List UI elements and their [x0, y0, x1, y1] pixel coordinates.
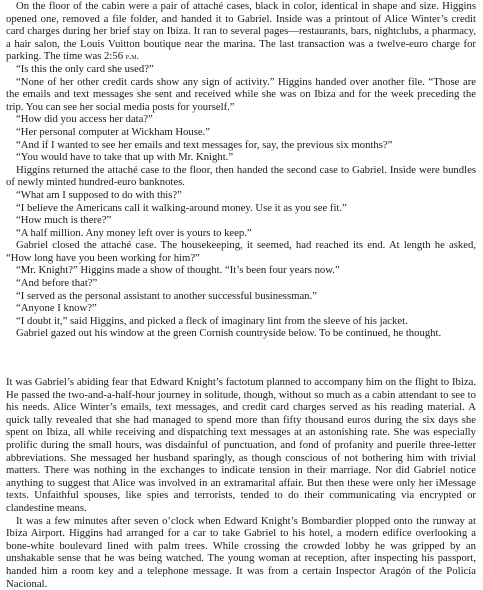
paragraph: “And if I wanted to see her emails and text messages for, say, the previous six months?” — [16, 138, 393, 151]
paragraph: “What am I supposed to do with this?” — [16, 188, 182, 201]
paragraph: Gabriel closed the attaché case. The housekeeping, it seemed, had reached its end. At length he asked, “How long have you been working for him?” — [6, 239, 476, 264]
time-suffix: p.m. — [125, 51, 139, 62]
section-break — [6, 340, 476, 376]
paragraph: “How did you access her data?” — [16, 113, 153, 126]
paragraph: “Mr. Knight?” Higgins made a show of thought. “It’s been four years now.” — [16, 264, 340, 277]
paragraph: “Anyone I know?” — [16, 302, 97, 315]
paragraph: Higgins returned the attaché case to the floor, then handed the second case to Gabriel. Inside were bundles of newly minted hundred-euro banknotes. — [6, 163, 476, 189]
paragraph: It was Gabriel’s abiding fear that Edward Knight’s factotum planned to accompany him on the flight to Ibiza. He passed the two-and-a-half-hour journey in solitude, though, without so much as a cabin attendant to see to his needs. Alice Winter’s emails, text messages, and credit card charges served as his reading material. A quick tally revealed that she had managed to spend more than fifty thousand euros during the six days she spent on Ibiza, all while receiving and dispatching text messages at an astonishing rate. She was especially prolific during the small hours, was disdainful of punctuation, and fond of profanity and puerile three-letter abbreviations. She messaged her husband sparingly, as though conscious of not bothering him with trivial matters. There was nothing in the exchanges to indicate tension in their marriage. Nor did Gabriel notice anything to suggest that Alice was involved in an extramarital affair. But then these were only her iMessage texts. Unfaithful spouses, like spies and terrorists, tended to do their communicating via encrypted or clandestine means. — [6, 376, 476, 514]
paragraph: Gabriel gazed out his window at the green Cornish countryside below. To be continued, he thought. — [16, 327, 442, 340]
text-section-1 — [6, 0, 476, 340]
paragraph: “Her personal computer at Wickham House.” — [16, 125, 211, 138]
paragraph-text: On the floor of the cabin were a pair of attaché cases, black in color, identical in shape and size. Higgins opened one, removed a file folder, and handed it to Gabriel. Inside was a printout of Alice Winter’s credit card charges during her brief stay on Ibiza. It ran to several pages—restaurants, bars, nightclubs, a pharmacy, a hair salon, the Louis Vuitton boutique near the marina. The last transaction was a twelve-euro charge for parking. The time was 2:56 p.m. — [6, 0, 476, 63]
paragraph: “I served as the personal assistant to another successful businessman.” — [16, 289, 317, 302]
paragraph: “Is this the only card she used?” — [16, 62, 154, 75]
paragraph: “A half million. Any money left over is yours to keep.” — [16, 226, 252, 239]
paragraph: “I believe the Americans call it walking-around money. Use it as you see fit.” — [16, 201, 347, 214]
paragraph: It was a few minutes after seven o’clock when Edward Knight’s Bombardier plopped onto the runway at Ibiza Airport. Higgins had arranged for a car to take Gabriel to his hotel, a modern edifice overlooking a bone-white boulevard lined with palm trees. While crossing the crowded lobby he was gripped by an unshakable sense that he was being watched. The young woman at reception, after inspecting his passport, handed him a room key and a telephone message. It was from a certain Inspector Aragón of the Policía Nacional. — [6, 514, 476, 590]
paragraph: “And before that?” — [16, 277, 98, 290]
paragraph: “None of her other credit cards show any sign of activity.” Higgins handed over another file. “Those are the emails and text messages she sent and received while she was on Ibiza and for the week preceding the trip. You can see her social media posts for yourself.” — [6, 75, 476, 113]
paragraph: “I doubt it,” said Higgins, and picked a fleck of imaginary lint from the sleeve of his jacket. — [16, 314, 408, 327]
book-page — [6, 0, 476, 590]
paragraph — [6, 0, 476, 63]
paragraph: “How much is there?” — [16, 214, 112, 227]
text-section-2 — [6, 376, 476, 590]
paragraph: “You would have to take that up with Mr. Knight.” — [16, 151, 234, 164]
